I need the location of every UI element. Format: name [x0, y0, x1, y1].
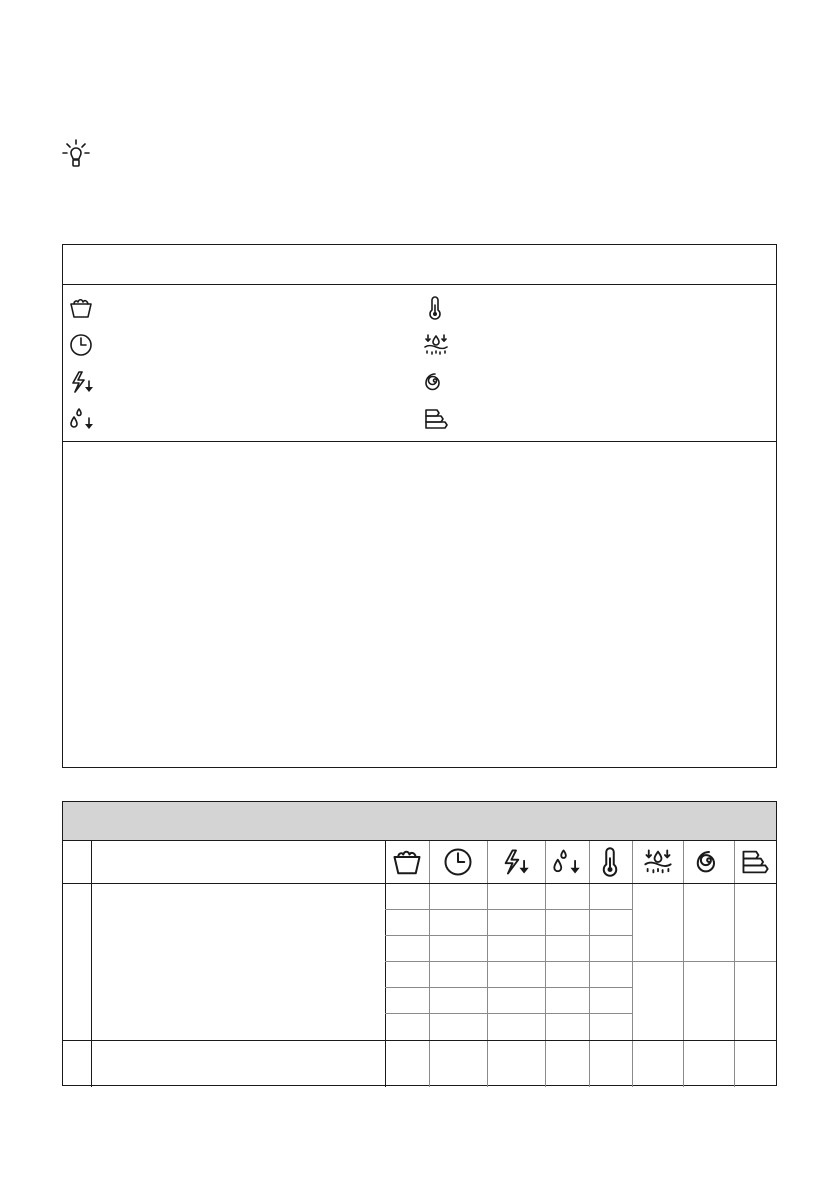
legend-items — [63, 285, 776, 442]
row-divider — [385, 1013, 632, 1014]
row-divider — [63, 1040, 776, 1041]
water-down-icon — [552, 847, 582, 877]
thermometer-icon — [423, 296, 447, 320]
legend-title — [63, 245, 776, 285]
laundry-basket-icon — [392, 847, 422, 877]
col-divider — [734, 841, 735, 1087]
programme-table-header — [63, 802, 776, 841]
water-spray-icon — [423, 333, 449, 357]
water-spray-icon — [643, 847, 673, 877]
energy-down-icon — [69, 370, 95, 394]
row-divider — [385, 935, 632, 936]
programme-table — [62, 801, 777, 1086]
row-divider — [385, 961, 776, 962]
clock-icon — [69, 333, 93, 357]
legend-item-spin — [423, 369, 455, 395]
spin-spiral-icon — [423, 370, 447, 394]
legend-item-load — [69, 295, 101, 321]
spin-spiral-icon — [694, 847, 724, 877]
legend-notes — [63, 442, 776, 768]
col-divider — [487, 841, 488, 1087]
legend-item-temperature — [423, 295, 455, 321]
row-divider — [385, 987, 632, 988]
lightbulb-icon — [62, 139, 90, 169]
legend-item-energy — [69, 369, 103, 395]
row-divider — [385, 909, 632, 910]
energy-class-bars-icon — [740, 847, 770, 877]
legend-item-duration — [69, 332, 101, 358]
col-divider — [385, 841, 386, 1087]
thermometer-icon — [595, 847, 625, 877]
legend-item-energy-class — [423, 406, 457, 432]
col-divider — [632, 841, 633, 1087]
col-divider — [91, 841, 92, 1087]
col-divider — [545, 841, 546, 1087]
energy-class-bars-icon — [423, 407, 449, 431]
laundry-basket-icon — [69, 297, 93, 319]
energy-down-icon — [501, 847, 531, 877]
row-divider — [63, 883, 776, 884]
legend-table — [62, 244, 777, 768]
col-divider — [589, 841, 590, 1087]
water-down-icon — [69, 407, 95, 431]
clock-icon — [443, 847, 473, 877]
legend-item-rinse — [423, 332, 457, 358]
legend-item-water — [69, 406, 103, 432]
col-divider — [429, 841, 430, 1087]
col-divider — [683, 841, 684, 1087]
